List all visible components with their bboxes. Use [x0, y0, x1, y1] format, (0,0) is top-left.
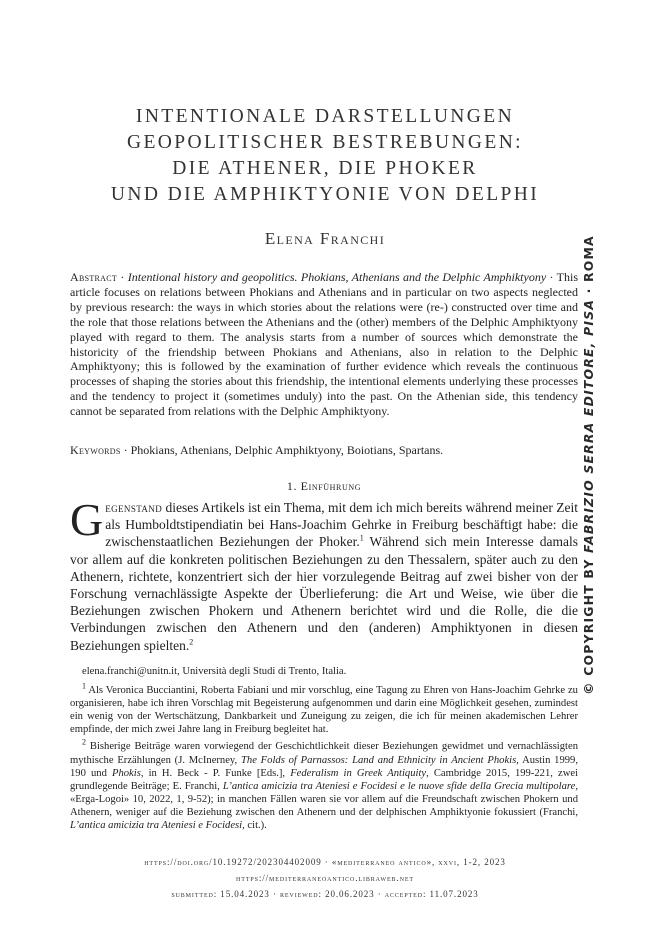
footnote-2-citation: L’antica amicizia tra Ateniesi e Focidesi: [70, 820, 243, 832]
title-line-3: DIE ATHENER, DIE PHOKER: [172, 158, 478, 179]
footnote-2-text: , in H. Beck - P. Funke [Eds.],: [140, 767, 291, 779]
author-contact: elena.franchi@unitn.it, Università degli Studi di Trento, Italia.: [82, 666, 347, 677]
title-line-2: GEOPOLITISCHER BESTREBUNGEN:: [127, 132, 523, 153]
keywords-text: Phokians, Athenians, Delphic Amphiktyony, Boiotians, Spartans.: [130, 443, 444, 457]
author-name: Elena Franchi: [264, 229, 386, 248]
footnote-2-text: , Austin 1999, 190 und: [70, 754, 578, 779]
footnote-ref-2[interactable]: 2: [189, 637, 194, 647]
footnote-1-text: Als Veronica Bucciantini, Roberta Fabiani und mir vorschlug, eine Tagung zu Ehren von Hans-Joachim Gehrke zu organisieren, habe ich ihren Vorschlag mit Begeisterung aufgenommen und darin eine Möglichkeit gesehen, zumindest ein wenig von der Wertschätzung, Dankbarkeit und Zuneigung zu zeigen, die ich für meinen akademischen Lehrer empfinde, der mich zwei Jahre lang in Freiburg begleitet hat.: [70, 685, 578, 736]
section-heading: [70, 479, 578, 494]
url-line[interactable]: https://mediterraneoantico.libraweb.net: [236, 873, 414, 883]
paper-title: [60, 104, 590, 208]
intro-lead-word: egenstand: [105, 500, 163, 515]
title-line-1: INTENTIONALE DARSTELLUNGEN: [135, 106, 515, 127]
abstract-label: Abstract: [70, 270, 118, 284]
copyright-prefix: © COPYRIGHT BY: [581, 552, 596, 695]
keywords-separator: ·: [120, 443, 131, 457]
abstract-title: Intentional history and geopolitics. Phokians, Athenians and the Delphic Amphiktyony: [127, 270, 547, 284]
intro-text-a: dieses Artikels ist ein Thema, mit dem ich mich bereits während meiner Zeit als Humboldtstipendiatin bei Hans-Joachim Gehrke in Freiburg beschäftigt habe: die zwischenstaatlichen Beziehungen der Phoker.: [105, 500, 578, 550]
section-number: 1.: [286, 479, 298, 493]
intro-paragraph: [70, 494, 578, 654]
footnote-2: [70, 737, 579, 832]
footnote-2-text: , cit.).: [242, 820, 267, 832]
footnote-2-text: , «Erga-Logoi» 10, 2022, 1, 9-52); in manchen Fällen waren sie vor allem auf die Freundschaft zwischen Phokern und Athenern, weniger auf die Beziehung zwischen den Athenern und der delphischen Amphiktyonie fokussiert (Franchi,: [70, 780, 578, 818]
publication-meta: [60, 854, 590, 902]
abstract-separator: ·: [117, 270, 128, 284]
footnote-2-text: , Cambridge 2015, 199-221, zwei grundlegende Beiträge; E. Franchi,: [70, 767, 579, 792]
footnote-1: [70, 681, 578, 736]
copyright-suffix: · ROMA: [581, 235, 596, 299]
footnote-1-number: 1: [82, 681, 86, 691]
footnotes: [70, 665, 578, 836]
keywords-label: Keywords: [70, 443, 121, 457]
footnote-2-citation: Phokis: [111, 767, 141, 779]
abstract-end-separator: ·: [546, 270, 557, 284]
copyright-notice: [581, 220, 601, 710]
footnote-2-number: 2: [82, 737, 86, 747]
abstract-text: This article focuses on relations between Phokians and Athenians and in particular on two aspects neglected by previous research: the ways in which stories about the relations were (re-) constructed over time and the role that those relations between the Athenians and the (other) members of the Delphic Amphiktyony played with regard to them. The analysis starts from a number of sources which demonstrate the historicity of the friendship between Phokians and Athenians, also in relation to the Delphic Amphiktyony; this is followed by the examination of further evidence which reveals the continuous processes of shaping the stories about this friendship, the intentional elements underlying these processes and the tendency to project it (sometimes unduly) into the past. On the Athenian side, this tendency cannot be separated from relations with the Delphic Amphiktyony.: [70, 270, 579, 419]
footnote-2-citation: The Folds of Parnassos: Land and Ethnicity in Ancient Phokis: [241, 754, 517, 766]
doi-line[interactable]: https://doi.org/10.19272/202304402009 · «mediterraneo antico», xxvi, 1-2, 2023: [144, 857, 506, 867]
section-title: Einführung: [300, 479, 362, 493]
abstract: [70, 270, 578, 419]
copyright-publisher: FABRIZIO SERRA EDITORE, PISA: [581, 298, 596, 553]
intro-text-b: Während sich mein Interesse damals vor allem auf die konkreten politischen Beziehungen zu den Thessalern, später auch zu den Athenern, richtete, konzentriert sich der hier vorzulegende Beitrag auf zwei bisher von der Forschung vernachlässigte Aspekte der Überlieferung: die Art und Weise, wie über die Beziehungen zwischen Phokern und Athenern berichtet wird und die Rolle, die die Verbindungen zwischen den Athenern und den (anderen) Amphiktyonen in diesen Beziehungen spielten.: [70, 534, 578, 653]
footnote-2-citation: L’antica amicizia tra Ateniesi e Focidesi e le nuove sfide della Grecia multipolare: [222, 780, 576, 792]
footnote-ref-1[interactable]: 1: [359, 533, 364, 543]
dates-line: submitted: 15.04.2023 · reviewed: 20.06.2023 · accepted: 11.07.2023: [171, 889, 479, 899]
drop-cap: G: [70, 494, 104, 545]
footnote-2-text: Bisherige Beiträge waren vorwiegend der Geschichtlichkeit dieser Beziehungen gewidmet und vernachlässigten mythische Erzählungen (J. McInerney,: [70, 741, 578, 766]
title-line-4: UND DIE AMPHIKTYONIE VON DELPHI: [110, 184, 540, 205]
keywords: [70, 443, 578, 458]
footnote-2-citation: Federalism in Greek Antiquity: [290, 767, 427, 779]
